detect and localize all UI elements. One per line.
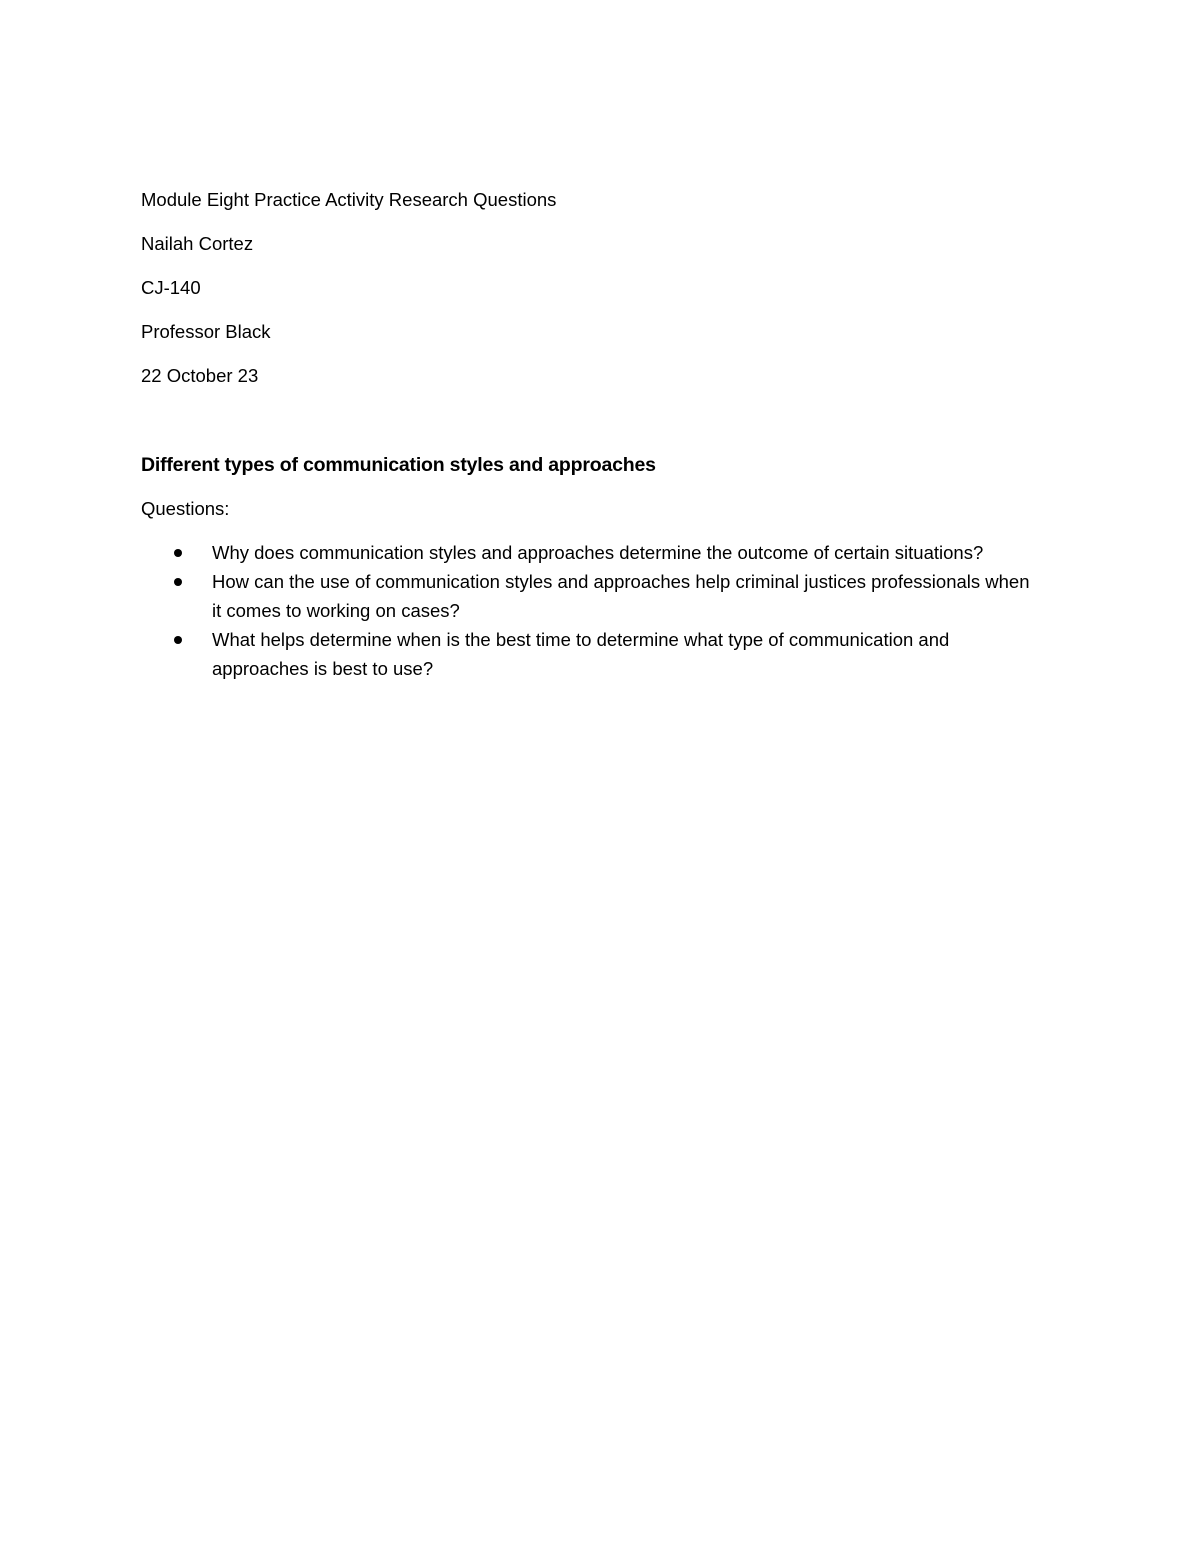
list-item	[141, 625, 1042, 683]
spacer	[141, 258, 1041, 274]
document-content	[141, 186, 1041, 683]
bullet-icon	[174, 578, 182, 586]
course-code: CJ-140	[141, 277, 201, 298]
section-heading: Different types of communication styles and approaches	[141, 454, 656, 476]
list-item	[141, 567, 1042, 625]
bullet-icon	[174, 636, 182, 644]
question-text: What helps determine when is the best time to determine what type of communication and approaches is best to use?	[212, 629, 950, 679]
spacer	[141, 214, 1041, 230]
question-text: Why does communication styles and approaches determine the outcome of certain situations?	[212, 542, 984, 563]
professor-name: Professor Black	[141, 321, 271, 342]
spacer	[141, 390, 1041, 451]
spacer	[141, 346, 1041, 362]
author-name: Nailah Cortez	[141, 233, 254, 254]
list-item	[141, 538, 1042, 567]
spacer	[141, 302, 1041, 318]
spacer	[141, 479, 1041, 495]
questions-list	[141, 538, 1041, 683]
spacer	[141, 523, 1041, 538]
questions-label: Questions:	[141, 498, 230, 519]
document-date: 22 October 23	[141, 365, 259, 386]
document-title: Module Eight Practice Activity Research Questions	[141, 189, 557, 210]
question-text: How can the use of communication styles and approaches help criminal justices professionals when it comes to working on cases?	[212, 571, 1030, 621]
bullet-icon	[174, 549, 182, 557]
